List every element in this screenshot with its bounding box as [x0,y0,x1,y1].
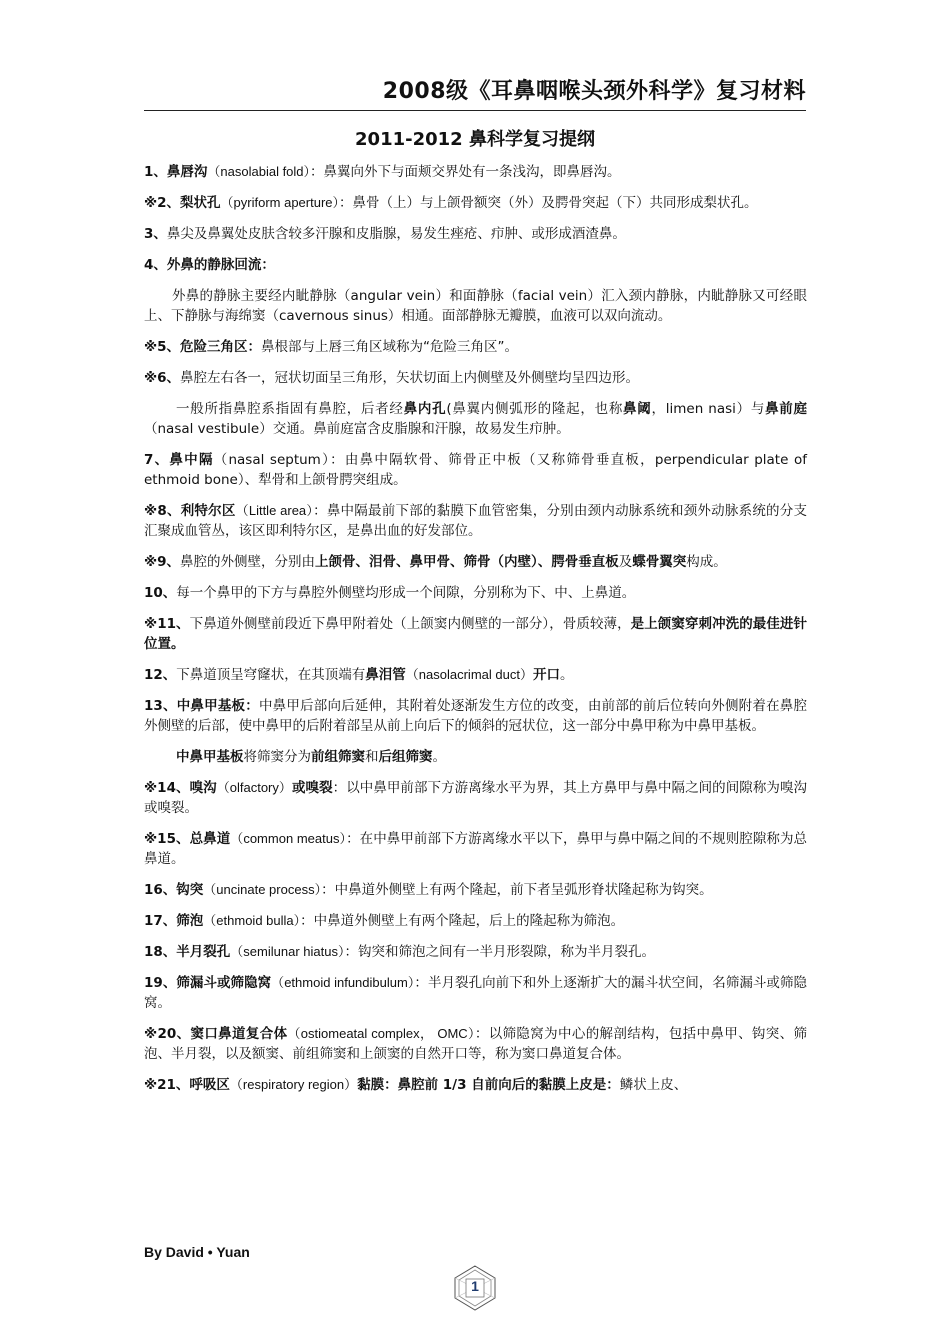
item-12: 12、下鼻道顶呈穹窿状，在其顶端有鼻泪管（nasolacrimal duct）开口。 [144,667,574,683]
item-21: ※21、呼吸区（respiratory region）黏膜：鼻腔前 1/3 自前向后的黏膜上皮是：鳞状上皮、 [144,1077,688,1093]
item-5: ※5、危险三角区：鼻根部与上唇三角区域称为“危险三角区”。 [144,339,519,355]
page-number: 1 [471,1278,479,1294]
item-6-body: 一般所指鼻腔系指固有鼻腔，后者经鼻内孔(鼻翼内侧弧形的隆起，也称鼻阈，limen nasi）与鼻前庭（nasal vestibule）交通。鼻前庭富含皮脂腺和汗腺，故易发生疖肿。 [144,401,808,437]
item-20: ※20、窦口鼻道复合体（ostiomeatal complex， OMC）：以筛隐窝为中心的解剖结构，包括中鼻甲、钩突、筛泡、半月裂，以及额窦、前组筛窦和上颌窦的自然开口等，称为窦口鼻道复合体。 [144,1026,807,1062]
item-8: ※8、利特尔区（Little area）：鼻中隔最前下部的黏膜下血管密集，分别由颈内动脉系统和颈外动脉系统的分支汇聚成血管丛，该区即利特尔区，是鼻出血的好发部位。 [144,503,808,539]
item-1: 1、鼻唇沟（nasolabial fold）：鼻翼向外下与面颊交界处有一条浅沟，即鼻唇沟。 [144,164,621,180]
item-7: 7、鼻中隔（nasal septum）：由鼻中隔软骨、筛骨正中板（又称筛骨垂直板，perpendicular plate of ethmoid bone）、犁骨和上颌骨腭突组成。 [144,452,807,488]
item-10: 10、每一个鼻甲的下方与鼻腔外侧壁均形成一个间隙，分别称为下、中、上鼻道。 [144,585,636,601]
item-13: 13、中鼻甲基板：中鼻甲后部向后延伸，其附着处逐渐发生方位的改变，由前部的前后位转向外侧附着在鼻腔外侧壁的后部，使中鼻甲的后附着部呈从前上向后下的倾斜的冠状位，这一部分中鼻甲称为中鼻甲基板。 [144,698,808,734]
document-body [144,162,807,1106]
header-title: 2008级《耳鼻咽喉头颈外科学》复习材料 [382,79,806,104]
item-19: 19、筛漏斗或筛隐窝（ethmoid infundibulum）：半月裂孔向前下和外上逐渐扩大的漏斗状空间，名筛漏斗或筛隐窝。 [144,975,808,1011]
item-2: ※2、梨状孔（pyriform aperture）：鼻骨（上）与上颌骨额突（外）及腭骨突起（下）共同形成梨状孔。 [144,195,758,211]
item-18: 18、半月裂孔（semilunar hiatus）：钩突和筛泡之间有一半月形裂隙，称为半月裂孔。 [144,944,655,960]
item-6: ※6、鼻腔左右各一，冠状切面呈三角形，矢状切面上内侧壁及外侧壁均呈四边形。 [144,370,640,386]
item-14: ※14、嗅沟（olfactory）或嗅裂：以中鼻甲前部下方游离缘水平为界，其上方鼻甲与鼻中隔之间的间隙称为嗅沟或嗅裂。 [144,780,807,816]
item-11: ※11、下鼻道外侧壁前段近下鼻甲附着处（上颌窦内侧壁的一部分），骨质较薄，是上颌窦穿刺冲洗的最佳进针位置。 [144,616,808,652]
page-header [144,72,806,111]
item-13-body: 中鼻甲基板将筛窦分为前组筛窦和后组筛窦。 [176,749,446,765]
item-15: ※15、总鼻道（common meatus）：在中鼻甲前部下方游离缘水平以下，鼻甲与鼻中隔之间的不规则腔隙称为总鼻道。 [144,831,807,867]
page-number-badge [451,1264,499,1312]
item-4-body: 外鼻的静脉主要经内眦静脉（angular vein）和面静脉（facial vein）汇入颈内静脉，内眦静脉又可经眼上、下静脉与海绵窦（cavernous sinus）相通。面部静脉无瓣膜，血液可以双向流动。 [144,288,807,324]
item-17: 17、筛泡（ethmoid bulla）：中鼻道外侧壁上有两个隆起，后上的隆起称为筛泡。 [144,913,625,929]
item-3: 3、鼻尖及鼻翼处皮肤含较多汗腺和皮脂腺，易发生痤疮、疖肿、或形成酒渣鼻。 [144,226,626,242]
item-16: 16、钩突（uncinate process）：中鼻道外侧壁上有两个隆起，前下者呈弧形脊状隆起称为钩突。 [144,882,713,898]
footer-author: By David • Yuan [144,1244,250,1260]
item-9: ※9、鼻腔的外侧壁，分别由上颌骨、泪骨、鼻甲骨、筛骨（内壁）、腭骨垂直板及蝶骨翼突构成。 [144,554,727,570]
document-title: 2011-2012 鼻科学复习提纲 [355,129,595,150]
item-4: 4、外鼻的静脉回流： [144,257,275,273]
